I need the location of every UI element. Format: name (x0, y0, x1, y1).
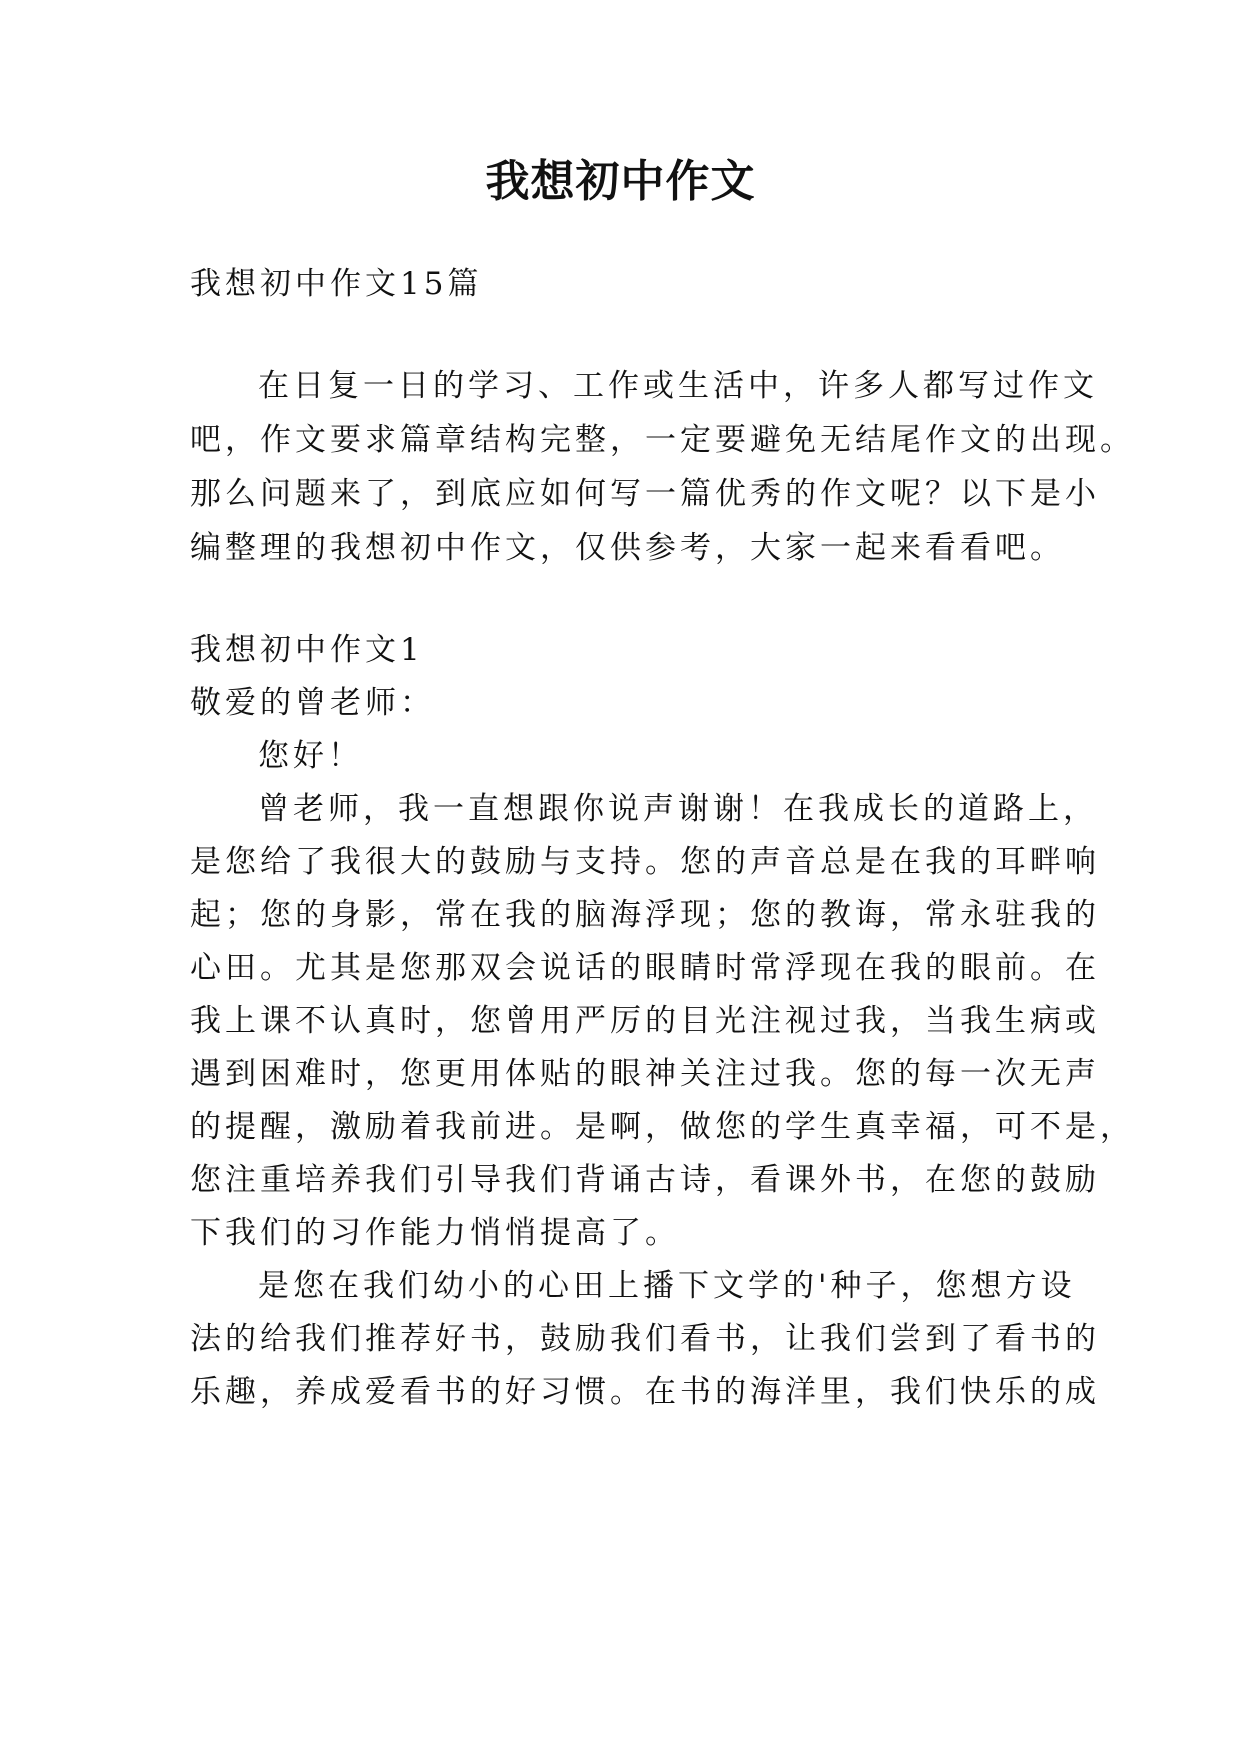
paragraph2-line-1: 是您在我们幼小的心田上播下文学的'种子，您想方设 (258, 1268, 1076, 1304)
paragraph1-line-5: 我上课不认真时，您曾用严厉的目光注视过我，当我生病或 (190, 1003, 1100, 1039)
paragraph1-line-7: 的提醒，激励着我前进。是啊，做您的学生真幸福，可不是， (190, 1109, 1135, 1145)
paragraph1-line-6: 遇到困难时，您更用体贴的眼神关注过我。您的每一次无声 (190, 1056, 1100, 1092)
section-heading: 我想初中作文1 (190, 632, 424, 668)
paragraph2-line-3: 乐趣，养成爱看书的好习惯。在书的海洋里，我们快乐的成 (190, 1374, 1100, 1410)
greeting: 您好！ (258, 738, 363, 774)
intro-line-4: 编整理的我想初中作文，仅供参考，大家一起来看看吧。 (190, 530, 1065, 566)
paragraph1-line-1: 曾老师，我一直想跟你说声谢谢！在我成长的道路上， (258, 791, 1098, 827)
salutation: 敬爱的曾老师： (190, 685, 435, 721)
paragraph1-line-9: 下我们的习作能力悄悄提高了。 (190, 1215, 680, 1251)
paragraph1-line-8: 您注重培养我们引导我们背诵古诗，看课外书，在您的鼓励 (190, 1162, 1100, 1198)
intro-line-2: 吧，作文要求篇章结构完整，一定要避免无结尾作文的出现。 (190, 422, 1135, 458)
document-subtitle: 我想初中作文15篇 (190, 266, 483, 302)
paragraph1-line-2: 是您给了我很大的鼓励与支持。您的声音总是在我的耳畔响 (190, 844, 1100, 880)
document-title: 我想初中作文 (485, 156, 756, 207)
intro-line-1: 在日复一日的学习、工作或生活中，许多人都写过作文 (258, 368, 1098, 404)
paragraph1-line-3: 起；您的身影，常在我的脑海浮现；您的教诲，常永驻我的 (190, 897, 1100, 933)
paragraph1-line-4: 心田。尤其是您那双会说话的眼睛时常浮现在我的眼前。在 (190, 950, 1100, 986)
intro-line-3: 那么问题来了，到底应如何写一篇优秀的作文呢？以下是小 (190, 476, 1100, 512)
paragraph2-line-2: 法的给我们推荐好书，鼓励我们看书，让我们尝到了看书的 (190, 1321, 1100, 1357)
